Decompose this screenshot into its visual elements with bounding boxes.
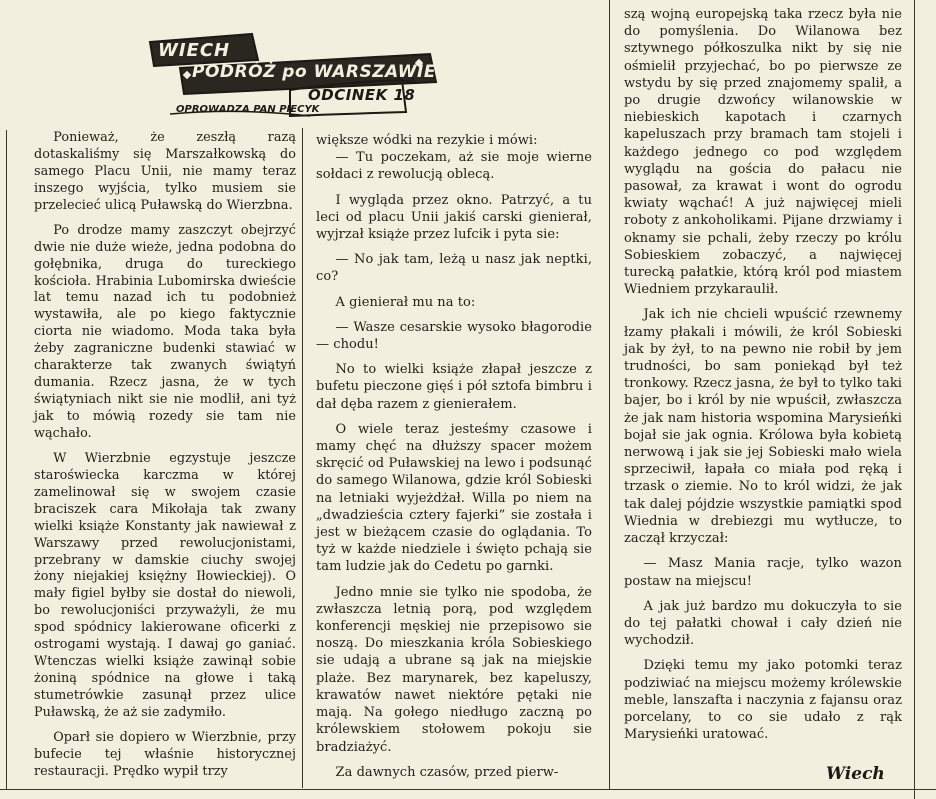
left-edge-rule [6, 130, 7, 790]
paragraph: Dzięki temu my jako potomki teraz podziwiać na miejscu możemy królewskie meble, lanszafta i naczynia z fajansu oraz porcelany, to co sie udało z rąk Marysieńki uratować. [624, 658, 902, 743]
author-signature: Wiech [826, 764, 885, 784]
text-column-2 [316, 132, 592, 781]
paragraph: — Wasze cesarskie wysoko błagorodie — chodu! [316, 319, 592, 353]
paragraph: Ponieważ, że zeszłą razą dotaskaliśmy się Marszałkowską do samego Placu Unii, nie mamy teraz inszego wyjścia, tylko musiem sie przelecieć ulicą Puławską do Wierzbna. [34, 130, 296, 213]
text-column-3 [624, 6, 902, 743]
right-edge-rule [914, 0, 915, 799]
paragraph: I wygląda przez okno. Patrzyć, a tu leci od placu Unii jakiś carski gienierał, wyjrzał książe przez lufcik i pyta sie: [316, 192, 592, 243]
bottom-rule [0, 789, 936, 790]
paragraph: W Wierzbnie egzystuje jeszcze staroświecka karczma w której zamelinował się w swojem czasie braciszek cara Mikołaja tak zwany wielki książe Konstanty jak nawiewał z Warszawy przed rewolucjonistami, przebrany w damskie ciuchy swojej żony niejakiej księżny Iłowieckiej). O mały figiel byłby sie dostał do niewoli, bo rewolucjoniści przyważyli, że mu spod spódnicy lakierowane oficerki z ostrogami wystają. I dawaj go ganiać. Wtenczas wielki książe zawinął sobie żoniną spódnice na głowe i taką stumetrówkie zasunął przez ulice Puławską, że aż sie zadymiło. [34, 450, 296, 720]
text-column-1 [34, 130, 296, 781]
column-header [140, 24, 450, 124]
paragraph: szą wojną europejską taka rzecz była nie do pomyślenia. Do Wilanowa bez sztywnego półkoszulka nikt by się nie ośmielił przyjechać, bo po pierwsze ze wstydu by się przed znajomemy spalił, a po drugie dzwońcy wilanowskie w niebieskich kapotach i czarnych kapeluszach przy bramach tam stojeli i każdego jednego co pod względem wyglądu na gościa do pałacu nie pasował, za krawat i wont do ogrodu kwiaty wąchać! A już najwięcej mieli roboty z ankoholikami. Pijane drzwiamy i oknamy sie pchali, żeby rzeczy po królu Sobieskiem zobaczyć, a najwięcej turecką pałatkie, którą król pod miastem Wiedniem przykaraulił. [624, 7, 902, 298]
paragraph: Oparł sie dopiero w Wierzbnie, przy bufecie tej właśnie historycznej restauracji. Prędko wypił trzy [34, 729, 296, 779]
paragraph: Za dawnych czasów, przed pierw- [335, 764, 559, 780]
paragraph: A gienierał mu na to: [335, 294, 476, 310]
guide-subtitle: OPROWADZA PAN PIECYK [176, 104, 320, 115]
paragraph: Po drodze mamy zaszczyt obejrzyć dwie nie duże wieże, jedna podobna do gołębnika, druga do tureckiego kościoła. Hrabinia Lubomirska dwieście lat temu nazad ich tu podobnież wystawiła, ale po kiego faktycznie ciorta nie wiadomo. Moda taka była żeby zagraniczne budenki stawiać w charakterze tak zwanych świątyń dumania. Rzecz jasna, że w tych świątyniach nikt sie nie modlił, ani tyż jak to mówią rozedy sie tam nie wąchało. [34, 222, 296, 441]
episode-label: ODCINEK 18 [308, 86, 416, 104]
paragraph: — Masz Mania racje, tylko wazon postaw na miejscu! [624, 556, 902, 589]
paragraph: Jedno mnie sie tylko nie spodoba, że zwłaszcza letnią porą, pod względem konferencji męskiej nie przepisowo sie noszą. Do mieszkania króla Sobieskiego sie udają a ubrane są jak na miejskie plaże. Bez marynarek, bez kapeluszy, krawatów nawet niektóre pętaki nie mają. Na gołego niedługo zaczną po królewskiem stołowem pokoju sie bradziażyć. [316, 584, 592, 755]
paragraph: No to wielki książe złapał jeszcze z bufetu pieczone gięś i pół sztofa bimbru i dał dęba razem z gienierałem. [316, 362, 592, 412]
paragraph: A jak już bardzo mu dokuczyła to sie do tej pałatki chował i cały dzień nie wychodził. [624, 598, 902, 649]
column-rule [609, 0, 610, 790]
paragraph: O wiele teraz jesteśmy czasowe i mamy chęć na dłuższy spacer możem skręcić od Puławskiej na lewo i podsunąć do samego Wilanowa, gdzie król Sobieski na letniaki wyjeżdżał. Willa po niem na „dwadzieścia cztery fajerki” sie została i jest w bieżącem czasie do oglądania. To tyż w każde niedziele i święto pchają sie tam ludzie jak do Cedetu po garnki. [316, 421, 592, 575]
column-rule [302, 128, 303, 788]
article-title: PODRÓŻ po WARSZAWIE [192, 62, 436, 82]
paragraph: — Tu poczekam, aż sie moje wierne sołdaci z rewolucją oblecą. [316, 150, 592, 183]
paragraph: — No jak tam, leżą u nasz jak neptki, co? [316, 252, 592, 285]
paragraph: większe wódki na rezykie i mówi: [316, 133, 538, 148]
series-title: WIECH [158, 40, 231, 61]
paragraph: Jak ich nie chcieli wpuścić rzewnemy łzamy płakali i mówili, że król Sobieski jak by żył, to na pewno nie robił by jem trudności, bo sam poniekąd był też tronkowy. Rzecz jasna, że był to tylko taki bajer, bo i król by nie wpuścił, zwłaszcza że jak nam historia wspomina Marysieńki bojał sie jak ognia. Królowa była kobietą nerwową i jak sie jej Sobieski mało wiela sprzeciwił, łapała co miała pod ręką i trzask o ziemie. No to król widzi, że jak tak dalej pójdzie wszystkie pamiątki spod Wiednia w drebiezgi mu wytłucze, to zaczął krzyczał: [624, 307, 902, 547]
